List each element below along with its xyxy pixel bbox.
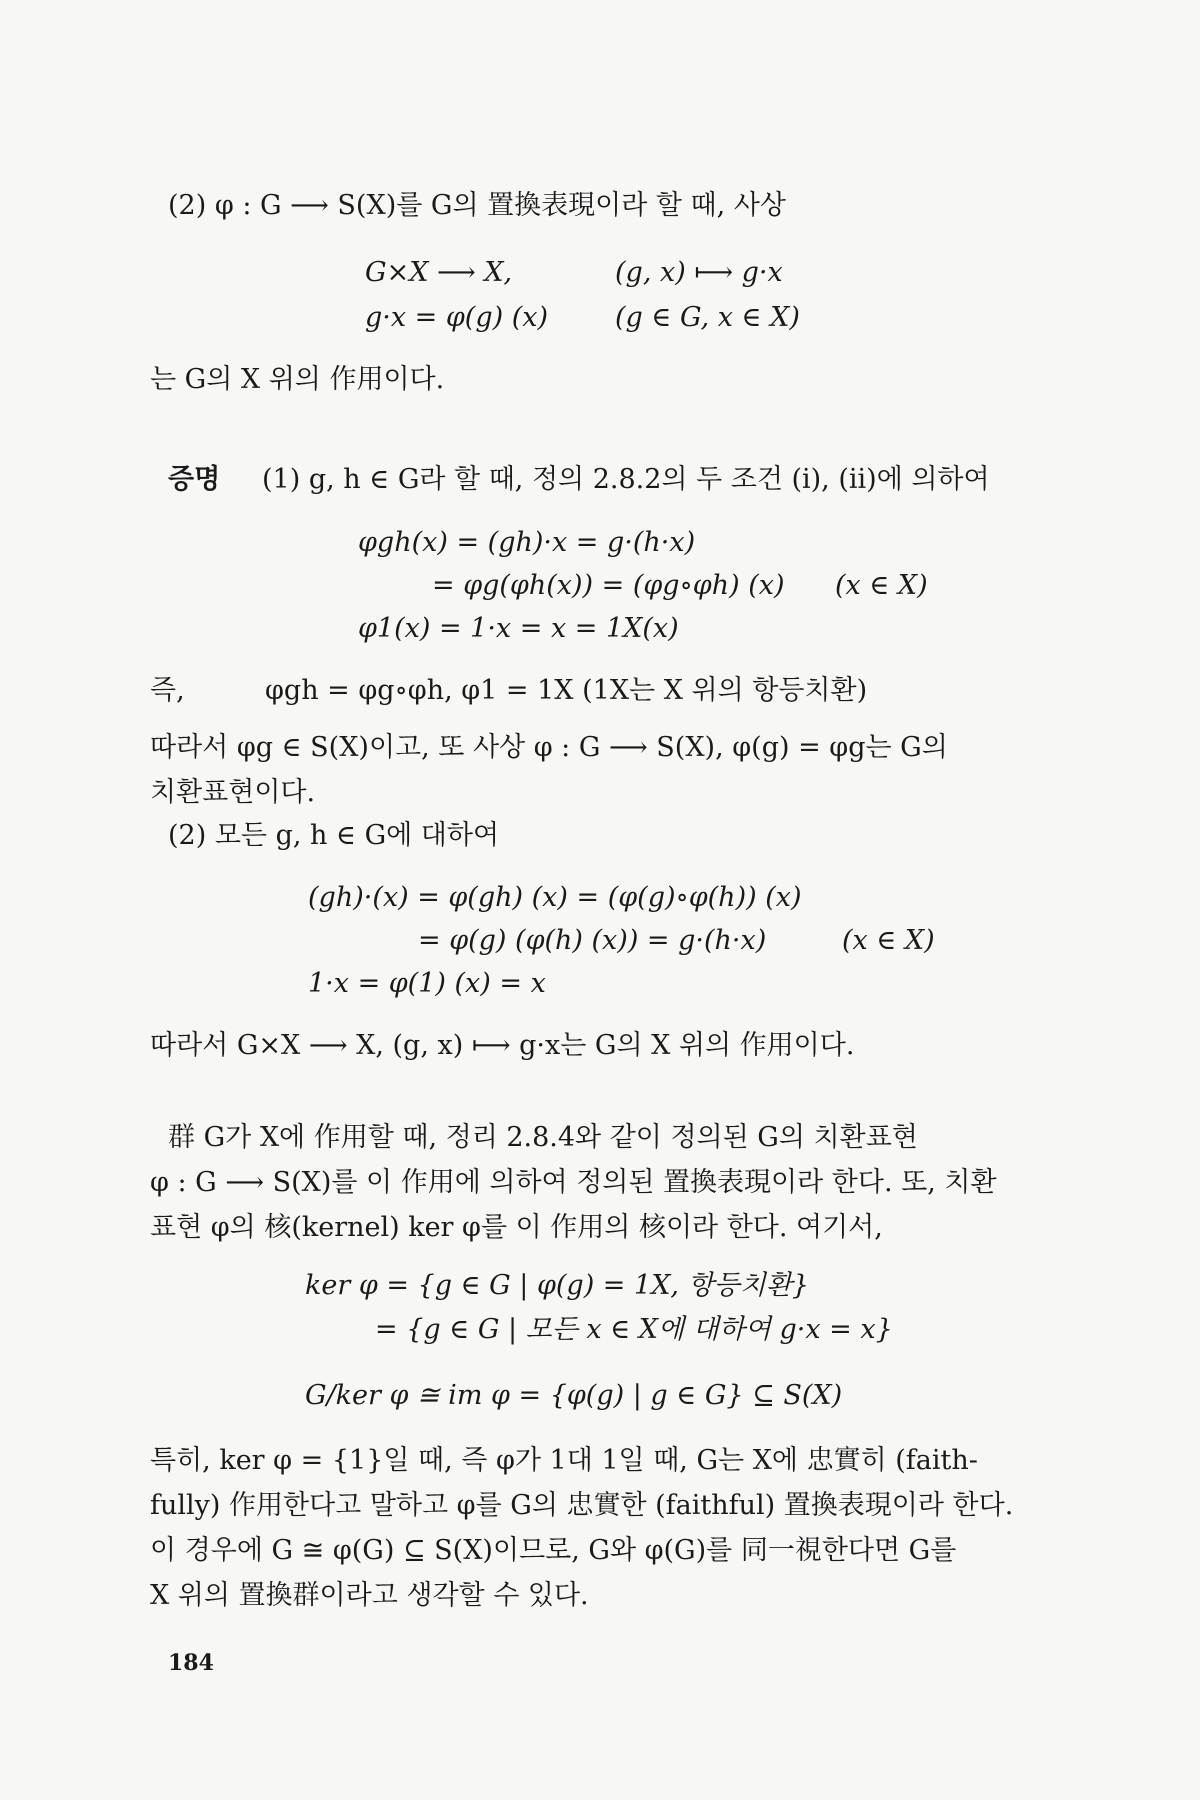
para1-line1: 群 G가 X에 作用할 때, 정리 2.8.4와 같이 정의된 G의 치환표현 — [168, 1122, 918, 1153]
para2-line4: X 위의 置換群이라고 생각할 수 있다. — [150, 1580, 589, 1611]
part2-conclusion: 는 G의 X 위의 作用이다. — [150, 364, 445, 395]
conclusion1-line1: 따라서 φg ∈ S(X)이고, 또 사상 φ : G ⟶ S(X), φ(g) = φg는 G의 — [150, 732, 948, 763]
summary-equations: φgh = φg∘φh, φ1 = 1X (1X는 X 위의 항등치환) — [265, 675, 868, 706]
part2-header: (2) φ : G ⟶ S(X)를 G의 置換表現이라 할 때, 사상 — [168, 190, 786, 221]
para2-line1: 특히, ker φ = {1}일 때, 즉 φ가 1대 1일 때, G는 X에 忠實히 (faith- — [150, 1445, 978, 1476]
proof-part2-intro: (2) 모든 g, h ∈ G에 대하여 — [168, 820, 500, 851]
para1-line3: 표현 φ의 核(kernel) ker φ를 이 作用의 核이라 한다. 여기서, — [150, 1212, 883, 1243]
proof-eq5: = φ(g) (φ(h) (x)) = g·(h·x) — [418, 925, 767, 956]
proof-eq4: (gh)·(x) = φ(gh) (x) = (φ(g)∘φ(h)) (x) — [308, 882, 802, 913]
kernel-def-line2: = {g ∈ G | 모든 x ∈ X에 대하여 g·x = x} — [375, 1314, 893, 1345]
proof-eq6: 1·x = φ(1) (x) = x — [308, 968, 546, 999]
proof-eq1: φgh(x) = (gh)·x = g·(h·x) — [358, 527, 696, 558]
proof-eq2-condition: (x ∈ X) — [835, 570, 928, 601]
map-def-left: G×X ⟶ X, — [365, 257, 513, 288]
kernel-def-line1: ker φ = {g ∈ G | φ(g) = 1X, 항등치환} — [305, 1270, 810, 1301]
page-number: 184 — [168, 1650, 214, 1676]
isomorphism-equation: G/ker φ ≅ im φ = {φ(g) | g ∈ G} ⊆ S(X) — [305, 1380, 843, 1411]
summary-label: 즉, — [150, 675, 185, 706]
para2-line2: fully) 作用한다고 말하고 φ를 G의 忠實한 (faithful) 置換表現이라 한다. — [150, 1490, 1014, 1521]
proof-eq5-condition: (x ∈ X) — [842, 925, 935, 956]
proof-part1-intro: (1) g, h ∈ G라 할 때, 정의 2.8.2의 두 조건 (i), (ii)에 의하여 — [262, 464, 990, 495]
para1-line2: φ : G ⟶ S(X)를 이 作用에 의하여 정의된 置換表現이라 한다. 또, 치환 — [150, 1167, 997, 1198]
proof-eq2: = φg(φh(x)) = (φg∘φh) (x) — [432, 570, 785, 601]
map-def-right: (g, x) ⟼ g·x — [615, 257, 783, 288]
proof-eq3: φ1(x) = 1·x = x = 1X(x) — [358, 613, 679, 644]
proof-label: 증명 — [168, 464, 221, 495]
map-rule-left: g·x = φ(g) (x) — [365, 302, 549, 333]
para2-line3: 이 경우에 G ≅ φ(G) ⊆ S(X)이므로, G와 φ(G)를 同一視한다면 G를 — [150, 1535, 957, 1566]
conclusion2: 따라서 G×X ⟶ X, (g, x) ⟼ g·x는 G의 X 위의 作用이다. — [150, 1030, 855, 1061]
map-rule-right: (g ∈ G, x ∈ X) — [615, 302, 800, 333]
conclusion1-line2: 치환표현이다. — [150, 777, 316, 808]
